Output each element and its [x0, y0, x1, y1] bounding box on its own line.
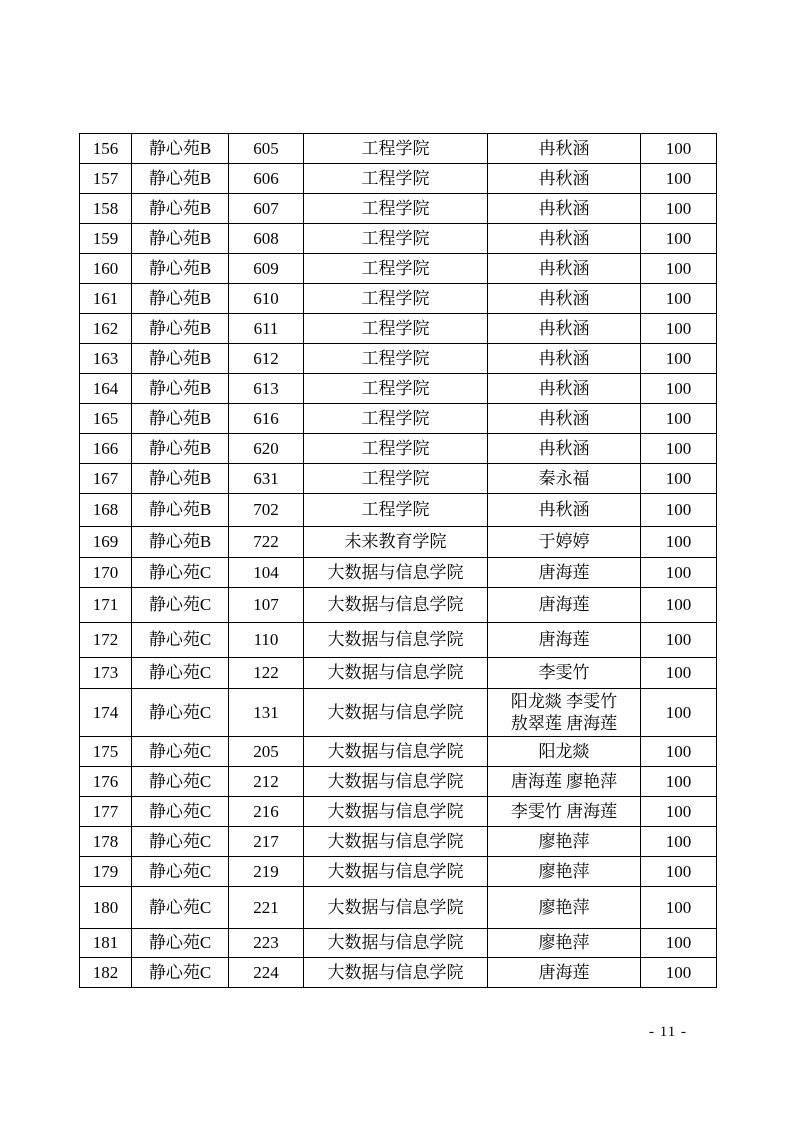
cell-room: 613	[229, 374, 304, 404]
cell-number: 160	[80, 254, 132, 284]
cell-dormitory: 静心苑B	[132, 284, 229, 314]
cell-room: 221	[229, 887, 304, 929]
cell-score: 100	[641, 164, 717, 194]
cell-staff	[488, 658, 641, 689]
cell-score: 100	[641, 404, 717, 434]
table-row	[80, 767, 717, 797]
cell-score: 100	[641, 689, 717, 737]
cell-room: 631	[229, 464, 304, 494]
table-row	[80, 134, 717, 164]
cell-score: 100	[641, 958, 717, 988]
table-row	[80, 658, 717, 689]
cell-dormitory: 静心苑C	[132, 887, 229, 929]
cell-staff	[488, 689, 641, 737]
cell-staff	[488, 194, 641, 224]
table-row	[80, 689, 717, 737]
cell-staff	[488, 434, 641, 464]
cell-college: 大数据与信息学院	[304, 958, 488, 988]
cell-room: 605	[229, 134, 304, 164]
cell-number: 161	[80, 284, 132, 314]
cell-score: 100	[641, 623, 717, 658]
cell-college: 大数据与信息学院	[304, 689, 488, 737]
cell-dormitory: 静心苑B	[132, 434, 229, 464]
cell-college: 大数据与信息学院	[304, 588, 488, 623]
cell-number: 166	[80, 434, 132, 464]
table-row	[80, 797, 717, 827]
cell-college: 工程学院	[304, 254, 488, 284]
staff-name-line: 冉秋涵	[538, 168, 590, 188]
cell-room: 122	[229, 658, 304, 689]
cell-staff	[488, 623, 641, 658]
cell-score: 100	[641, 194, 717, 224]
table-row	[80, 827, 717, 857]
table-row	[80, 464, 717, 494]
cell-college: 大数据与信息学院	[304, 797, 488, 827]
cell-score: 100	[641, 344, 717, 374]
cell-number: 167	[80, 464, 132, 494]
cell-score: 100	[641, 558, 717, 588]
staff-name-line: 阳龙燚	[538, 741, 590, 761]
cell-number: 162	[80, 314, 132, 344]
cell-staff	[488, 857, 641, 887]
cell-room: 219	[229, 857, 304, 887]
cell-dormitory: 静心苑B	[132, 494, 229, 527]
cell-number: 158	[80, 194, 132, 224]
cell-number: 182	[80, 958, 132, 988]
cell-staff	[488, 464, 641, 494]
table-row	[80, 374, 717, 404]
cell-staff	[488, 767, 641, 797]
cell-number: 176	[80, 767, 132, 797]
cell-score: 100	[641, 527, 717, 558]
cell-staff	[488, 404, 641, 434]
cell-dormitory: 静心苑C	[132, 827, 229, 857]
cell-score: 100	[641, 374, 717, 404]
table-row	[80, 344, 717, 374]
table-row	[80, 558, 717, 588]
table-row	[80, 588, 717, 623]
staff-name-line: 冉秋涵	[538, 288, 590, 308]
table-row	[80, 887, 717, 929]
staff-name-line: 于婷婷	[538, 532, 590, 551]
cell-dormitory: 静心苑B	[132, 134, 229, 164]
cell-dormitory: 静心苑B	[132, 254, 229, 284]
cell-number: 172	[80, 623, 132, 658]
table-row	[80, 224, 717, 254]
cell-score: 100	[641, 797, 717, 827]
cell-score: 100	[641, 658, 717, 689]
cell-score: 100	[641, 314, 717, 344]
cell-room: 104	[229, 558, 304, 588]
cell-staff	[488, 374, 641, 404]
cell-dormitory: 静心苑B	[132, 374, 229, 404]
table-row	[80, 164, 717, 194]
staff-name-line: 唐海莲	[538, 595, 590, 614]
cell-college: 工程学院	[304, 164, 488, 194]
staff-name-line: 冉秋涵	[538, 198, 590, 218]
staff-name-line: 廖艳萍	[538, 933, 590, 952]
cell-room: 609	[229, 254, 304, 284]
cell-college: 大数据与信息学院	[304, 658, 488, 689]
cell-dormitory: 静心苑B	[132, 527, 229, 558]
cell-dormitory: 静心苑C	[132, 658, 229, 689]
staff-name-line: 敖翠莲 唐海莲	[510, 713, 618, 733]
cell-college: 大数据与信息学院	[304, 827, 488, 857]
cell-score: 100	[641, 434, 717, 464]
staff-name-line: 冉秋涵	[538, 500, 590, 519]
cell-college: 工程学院	[304, 344, 488, 374]
cell-room: 107	[229, 588, 304, 623]
cell-number: 165	[80, 404, 132, 434]
cell-room: 216	[229, 797, 304, 827]
staff-name-line: 廖艳萍	[538, 861, 590, 881]
cell-score: 100	[641, 929, 717, 958]
cell-dormitory: 静心苑C	[132, 623, 229, 658]
cell-number: 168	[80, 494, 132, 527]
cell-dormitory: 静心苑B	[132, 344, 229, 374]
cell-college: 工程学院	[304, 284, 488, 314]
cell-dormitory: 静心苑C	[132, 857, 229, 887]
cell-number: 178	[80, 827, 132, 857]
cell-college: 大数据与信息学院	[304, 558, 488, 588]
cell-staff	[488, 494, 641, 527]
staff-name-line: 阳龙燚 李雯竹	[510, 691, 618, 711]
table-row	[80, 958, 717, 988]
cell-room: 608	[229, 224, 304, 254]
staff-name-line: 冉秋涵	[538, 258, 590, 278]
cell-college: 工程学院	[304, 134, 488, 164]
cell-staff	[488, 314, 641, 344]
cell-score: 100	[641, 887, 717, 929]
cell-dormitory: 静心苑C	[132, 689, 229, 737]
staff-name-line: 李雯竹	[538, 663, 590, 682]
cell-dormitory: 静心苑C	[132, 767, 229, 797]
table-body	[80, 134, 717, 988]
cell-dormitory: 静心苑B	[132, 224, 229, 254]
cell-dormitory: 静心苑C	[132, 558, 229, 588]
cell-college: 工程学院	[304, 464, 488, 494]
staff-name-line: 唐海莲 廖艳萍	[510, 771, 618, 791]
cell-college: 工程学院	[304, 314, 488, 344]
cell-college: 大数据与信息学院	[304, 929, 488, 958]
staff-name-line: 李雯竹 唐海莲	[510, 801, 618, 821]
cell-number: 174	[80, 689, 132, 737]
cell-staff	[488, 797, 641, 827]
cell-college: 大数据与信息学院	[304, 767, 488, 797]
cell-staff	[488, 558, 641, 588]
staff-name-line: 唐海莲	[538, 630, 590, 649]
staff-name-line: 冉秋涵	[538, 378, 590, 398]
cell-room: 606	[229, 164, 304, 194]
cell-room: 620	[229, 434, 304, 464]
cell-number: 177	[80, 797, 132, 827]
cell-number: 164	[80, 374, 132, 404]
cell-dormitory: 静心苑C	[132, 737, 229, 767]
cell-college: 工程学院	[304, 194, 488, 224]
cell-college: 大数据与信息学院	[304, 887, 488, 929]
cell-score: 100	[641, 767, 717, 797]
staff-name-line: 廖艳萍	[538, 831, 590, 851]
staff-name-line: 冉秋涵	[538, 138, 590, 158]
cell-college: 工程学院	[304, 494, 488, 527]
staff-name-line: 冉秋涵	[538, 348, 590, 368]
cell-dormitory: 静心苑B	[132, 164, 229, 194]
table-row	[80, 929, 717, 958]
cell-room: 217	[229, 827, 304, 857]
table-row	[80, 314, 717, 344]
cell-score: 100	[641, 494, 717, 527]
cell-room: 205	[229, 737, 304, 767]
cell-room: 110	[229, 623, 304, 658]
cell-score: 100	[641, 224, 717, 254]
cell-room: 611	[229, 314, 304, 344]
cell-staff	[488, 224, 641, 254]
cell-dormitory: 静心苑C	[132, 929, 229, 958]
table-row	[80, 623, 717, 658]
cell-college: 大数据与信息学院	[304, 857, 488, 887]
cell-number: 170	[80, 558, 132, 588]
staff-name-line: 冉秋涵	[538, 408, 590, 428]
table-row	[80, 434, 717, 464]
cell-number: 179	[80, 857, 132, 887]
cell-college: 工程学院	[304, 434, 488, 464]
cell-staff	[488, 887, 641, 929]
cell-room: 610	[229, 284, 304, 314]
cell-number: 181	[80, 929, 132, 958]
table-row	[80, 284, 717, 314]
cell-staff	[488, 958, 641, 988]
cell-staff	[488, 737, 641, 767]
cell-score: 100	[641, 284, 717, 314]
cell-college: 未来教育学院	[304, 527, 488, 558]
cell-number: 175	[80, 737, 132, 767]
cell-college: 大数据与信息学院	[304, 737, 488, 767]
cell-dormitory: 静心苑C	[132, 588, 229, 623]
table-row	[80, 404, 717, 434]
cell-room: 131	[229, 689, 304, 737]
cell-staff	[488, 527, 641, 558]
cell-number: 169	[80, 527, 132, 558]
staff-name-line: 唐海莲	[538, 962, 590, 982]
cell-dormitory: 静心苑B	[132, 314, 229, 344]
staff-name-line: 冉秋涵	[538, 228, 590, 248]
cell-room: 616	[229, 404, 304, 434]
cell-college: 大数据与信息学院	[304, 623, 488, 658]
cell-staff	[488, 827, 641, 857]
cell-staff	[488, 344, 641, 374]
cell-dormitory: 静心苑B	[132, 404, 229, 434]
cell-room: 702	[229, 494, 304, 527]
cell-number: 171	[80, 588, 132, 623]
cell-college: 工程学院	[304, 404, 488, 434]
dormitory-score-table	[79, 133, 717, 988]
cell-dormitory: 静心苑C	[132, 958, 229, 988]
cell-dormitory: 静心苑B	[132, 464, 229, 494]
staff-name-line: 廖艳萍	[538, 897, 590, 917]
table-row	[80, 737, 717, 767]
table-row	[80, 254, 717, 284]
cell-score: 100	[641, 737, 717, 767]
cell-staff	[488, 284, 641, 314]
cell-room: 223	[229, 929, 304, 958]
table-row	[80, 857, 717, 887]
cell-room: 212	[229, 767, 304, 797]
table-row	[80, 494, 717, 527]
page-number: - 11 -	[649, 1024, 687, 1040]
cell-room: 607	[229, 194, 304, 224]
staff-name-line: 冉秋涵	[538, 438, 590, 458]
cell-staff	[488, 588, 641, 623]
table-row	[80, 527, 717, 558]
cell-number: 157	[80, 164, 132, 194]
cell-staff	[488, 254, 641, 284]
cell-room: 722	[229, 527, 304, 558]
cell-room: 612	[229, 344, 304, 374]
cell-number: 159	[80, 224, 132, 254]
cell-staff	[488, 929, 641, 958]
table-row	[80, 194, 717, 224]
cell-number: 163	[80, 344, 132, 374]
cell-college: 工程学院	[304, 374, 488, 404]
staff-name-line: 冉秋涵	[538, 318, 590, 338]
cell-dormitory: 静心苑B	[132, 194, 229, 224]
cell-staff	[488, 164, 641, 194]
cell-dormitory: 静心苑C	[132, 797, 229, 827]
cell-score: 100	[641, 134, 717, 164]
cell-room: 224	[229, 958, 304, 988]
cell-number: 173	[80, 658, 132, 689]
cell-score: 100	[641, 827, 717, 857]
cell-score: 100	[641, 588, 717, 623]
cell-score: 100	[641, 857, 717, 887]
staff-name-line: 秦永福	[538, 468, 590, 488]
staff-name-line: 唐海莲	[538, 562, 590, 582]
cell-number: 156	[80, 134, 132, 164]
cell-score: 100	[641, 254, 717, 284]
cell-college: 工程学院	[304, 224, 488, 254]
cell-staff	[488, 134, 641, 164]
cell-score: 100	[641, 464, 717, 494]
cell-number: 180	[80, 887, 132, 929]
